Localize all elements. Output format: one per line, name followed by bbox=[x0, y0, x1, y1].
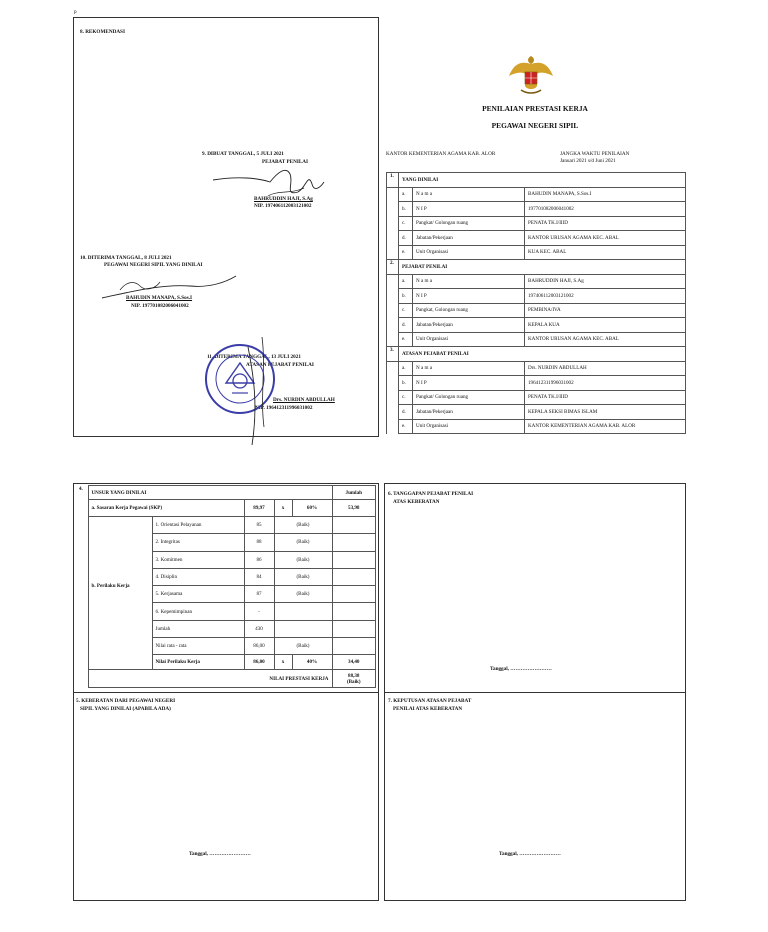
behavior-score: 88 bbox=[244, 534, 274, 551]
skp-percent: 60% bbox=[292, 500, 332, 517]
behavior-grade: (Baik) bbox=[274, 568, 332, 585]
row-value: Drs. NURDIN ABDULLAH bbox=[525, 361, 686, 376]
row-value: KEPALA KUA bbox=[525, 318, 686, 333]
row-key: a. bbox=[399, 361, 413, 376]
section4-header: UNSUR YANG DINILAI bbox=[88, 486, 332, 500]
npk-score: 86,00 bbox=[244, 655, 274, 670]
row-value: KANTOR URUSAN AGAMA KEC. ABAL bbox=[525, 231, 686, 246]
row-label: Pangkat/ Golongan ruang bbox=[413, 390, 525, 405]
period-value: Januari 2021 s/d Juni 2021 bbox=[560, 158, 616, 164]
behavior-item: 1. Orientasi Pelayanan bbox=[152, 517, 244, 534]
identity-row bbox=[387, 289, 686, 304]
identity-section-header bbox=[387, 347, 686, 362]
row-label: Pangkat/ Golongan ruang bbox=[413, 216, 525, 231]
recommendation-heading: 8. REKOMENDASI bbox=[80, 29, 125, 35]
behavior-grade: (Baik) bbox=[274, 534, 332, 551]
row-key: a. bbox=[399, 187, 413, 202]
boss-nip: NIP. 196412311996031002 bbox=[255, 405, 313, 411]
identity-row bbox=[387, 274, 686, 289]
npk-percent: 40% bbox=[292, 655, 332, 670]
identity-row bbox=[387, 245, 686, 260]
section4-number: 4. bbox=[79, 485, 83, 492]
row-key: e. bbox=[399, 419, 413, 434]
identity-row bbox=[387, 231, 686, 246]
row-key: b. bbox=[399, 202, 413, 217]
objection-title-1: 5. KEBERATAN DARI PEGAWAI NEGERI bbox=[76, 698, 176, 704]
identity-row bbox=[387, 216, 686, 231]
identity-row bbox=[387, 361, 686, 376]
row-key: d. bbox=[399, 318, 413, 333]
row-value: PENATA TK.I/IIID bbox=[525, 390, 686, 405]
behavior-item: 6. Kepemimpinan bbox=[152, 603, 244, 620]
behavior-label: b. Perilaku Kerja bbox=[88, 517, 152, 655]
behavior-item: 3. Komitmen bbox=[152, 551, 244, 568]
decision-date: Tanggal, …………………… bbox=[499, 851, 561, 857]
behavior-grade: (Baik) bbox=[274, 517, 332, 534]
row-value: 197406112003121002 bbox=[525, 289, 686, 304]
row-value: 196412311996031002 bbox=[525, 376, 686, 391]
garuda-emblem-icon bbox=[507, 52, 555, 96]
section-divider-right bbox=[384, 692, 686, 693]
received-name: BAHUDIN MANAPA, S.Sos.I bbox=[126, 295, 193, 301]
row-key: a. bbox=[399, 274, 413, 289]
row-key: c. bbox=[399, 216, 413, 231]
row-key: c. bbox=[399, 390, 413, 405]
decision-title-2: PENILAI ATAS KEBERATAN bbox=[393, 706, 463, 712]
behavior-item: Nilai rata - rata bbox=[152, 638, 244, 655]
behavior-score: 86 bbox=[244, 551, 274, 568]
row-label: N a m a bbox=[413, 274, 525, 289]
section-title: YANG DINILAI bbox=[399, 173, 686, 188]
identity-section-header bbox=[387, 260, 686, 275]
identity-row bbox=[387, 405, 686, 420]
behavior-score: - bbox=[244, 603, 274, 620]
section-number: 3. bbox=[387, 347, 399, 362]
row-value: KUA KEC. ABAL bbox=[525, 245, 686, 260]
identity-row bbox=[387, 390, 686, 405]
identity-section-header bbox=[387, 173, 686, 188]
identity-table bbox=[386, 172, 686, 434]
row-label: Jabatan/Pekerjaan bbox=[413, 405, 525, 420]
behavior-grade: (Baik) bbox=[274, 551, 332, 568]
response-date: Tanggal, …………………… bbox=[490, 666, 552, 672]
row-label: Jabatan/Pekerjaan bbox=[413, 318, 525, 333]
row-label: Unit Organisasi bbox=[413, 332, 525, 347]
row-label: N I P bbox=[413, 289, 525, 304]
final-score-label: NILAI PRESTASI KERJA bbox=[88, 670, 332, 688]
received-nip: NIP. 197701082006041002 bbox=[131, 303, 189, 309]
jumlah-header: Jumlah bbox=[332, 486, 376, 500]
behavior-row bbox=[76, 517, 376, 534]
row-value: PEMBINA/IVA bbox=[525, 303, 686, 318]
official-stamp bbox=[202, 337, 284, 449]
row-value: KANTOR KEMENTERIAN AGAMA KAB. ALOR bbox=[525, 419, 686, 434]
objection-title-2: SIPIL YANG DINILAI (APABILA ADA) bbox=[80, 706, 171, 712]
row-label: Unit Organisasi bbox=[413, 419, 525, 434]
made-name: BAHRUDDIN HAJI, S.Ag bbox=[254, 196, 313, 202]
row-value: PENATA TK.I/IIID bbox=[525, 216, 686, 231]
row-label: Jabatan/Pekerjaan bbox=[413, 231, 525, 246]
behavior-grade bbox=[274, 620, 332, 637]
period-label: JANGKA WAKTU PENILAIAN bbox=[560, 151, 630, 157]
row-key: e. bbox=[399, 332, 413, 347]
npk-times: x bbox=[274, 655, 292, 670]
boss-date: 11. DITERIMA TANGGAL, 13 JULI 2021 bbox=[207, 354, 301, 360]
row-key: d. bbox=[399, 405, 413, 420]
row-label: N I P bbox=[413, 202, 525, 217]
row-value: KEPALA SEKSI BIMAS ISLAM bbox=[525, 405, 686, 420]
behavior-item: 2. Integritas bbox=[152, 534, 244, 551]
behavior-score: 84 bbox=[244, 568, 274, 585]
final-score-grade: (Baik) bbox=[346, 678, 361, 685]
made-nip: NIP. 197406112003121002 bbox=[254, 203, 312, 209]
identity-row bbox=[387, 187, 686, 202]
final-score bbox=[332, 670, 376, 688]
identity-row bbox=[387, 419, 686, 434]
row-key: c. bbox=[399, 303, 413, 318]
row-key: e. bbox=[399, 245, 413, 260]
boss-role: ATASAN PEJABAT PENILAI bbox=[246, 362, 314, 368]
corner-mark: p bbox=[74, 9, 77, 15]
row-value: 197701082006041002 bbox=[525, 202, 686, 217]
office-name: KANTOR KEMENTERIAN AGAMA KAB. ALOR bbox=[386, 151, 496, 157]
skp-times: x bbox=[274, 500, 292, 517]
behavior-grade: (Baik) bbox=[274, 586, 332, 603]
npk-total: 34,40 bbox=[332, 655, 376, 670]
behavior-item: 5. Kerjasama bbox=[152, 586, 244, 603]
section-number: 2. bbox=[387, 260, 399, 275]
identity-row bbox=[387, 376, 686, 391]
identity-row bbox=[387, 318, 686, 333]
row-key: b. bbox=[399, 376, 413, 391]
response-title-1: 6. TANGGAPAN PEJABAT PENILAI bbox=[388, 491, 474, 497]
received-role: PEGAWAI NEGERI SIPIL YANG DINILAI bbox=[104, 262, 203, 268]
made-date: 9. DIBUAT TANGGAL, 5 JULI 2021 bbox=[202, 151, 284, 157]
row-label: Pangkat, Golongan ruang bbox=[413, 303, 525, 318]
npk-label: Nilai Perilaku Kerja bbox=[152, 655, 244, 670]
row-label: N a m a bbox=[413, 187, 525, 202]
final-score-value: 88,38 bbox=[348, 672, 360, 679]
section-title: ATASAN PEJABAT PENILAI bbox=[399, 347, 686, 362]
section-divider bbox=[73, 692, 379, 693]
behavior-score: 430 bbox=[244, 620, 274, 637]
section-number: 1. bbox=[387, 173, 399, 188]
response-title-2: ATAS KEBERATAN bbox=[393, 499, 440, 505]
appraisal-subtitle: PEGAWAI NEGERI SIPIL bbox=[491, 121, 579, 130]
received-date: 10. DITERIMA TANGGAL, 8 JULI 2021 bbox=[80, 255, 172, 261]
behavior-item: Jumlah bbox=[152, 620, 244, 637]
section-title: PEJABAT PENILAI bbox=[399, 260, 686, 275]
row-value: KANTOR URUSAN AGAMA KEC. ABAL bbox=[525, 332, 686, 347]
identity-row bbox=[387, 303, 686, 318]
identity-row bbox=[387, 202, 686, 217]
row-label: Unit Organisasi bbox=[413, 245, 525, 260]
behavior-score: 87 bbox=[244, 586, 274, 603]
row-key: b. bbox=[399, 289, 413, 304]
boss-name: Drs. NURDIN ABDULLAH bbox=[273, 397, 335, 403]
objection-date: Tanggal, …………………… bbox=[189, 851, 251, 857]
behavior-score: 85 bbox=[244, 517, 274, 534]
behavior-score: 86,00 bbox=[244, 638, 274, 655]
made-role: PEJABAT PENILAI bbox=[262, 159, 309, 165]
identity-row bbox=[387, 332, 686, 347]
behavior-grade bbox=[274, 603, 332, 620]
skp-label: a. Sasaran Kerja Pegawai (SKP) bbox=[88, 500, 244, 517]
behavior-grade: (Baik) bbox=[274, 638, 332, 655]
appraisal-title: PENILAIAN PRESTASI KERJA bbox=[482, 104, 588, 113]
row-label: N a m a bbox=[413, 361, 525, 376]
skp-total: 53,98 bbox=[332, 500, 376, 517]
row-key: d. bbox=[399, 231, 413, 246]
decision-title-1: 7. KEPUTUSAN ATASAN PEJABAT bbox=[388, 698, 472, 704]
row-value: BAHRUDDIN HAJI, S.Ag bbox=[525, 274, 686, 289]
row-label: N I P bbox=[413, 376, 525, 391]
evaluation-table bbox=[76, 485, 376, 688]
skp-score: 89,97 bbox=[244, 500, 274, 517]
row-value: BAHUDIN MANAPA, S.Sos.I bbox=[525, 187, 686, 202]
behavior-item: 4. Disiplin bbox=[152, 568, 244, 585]
